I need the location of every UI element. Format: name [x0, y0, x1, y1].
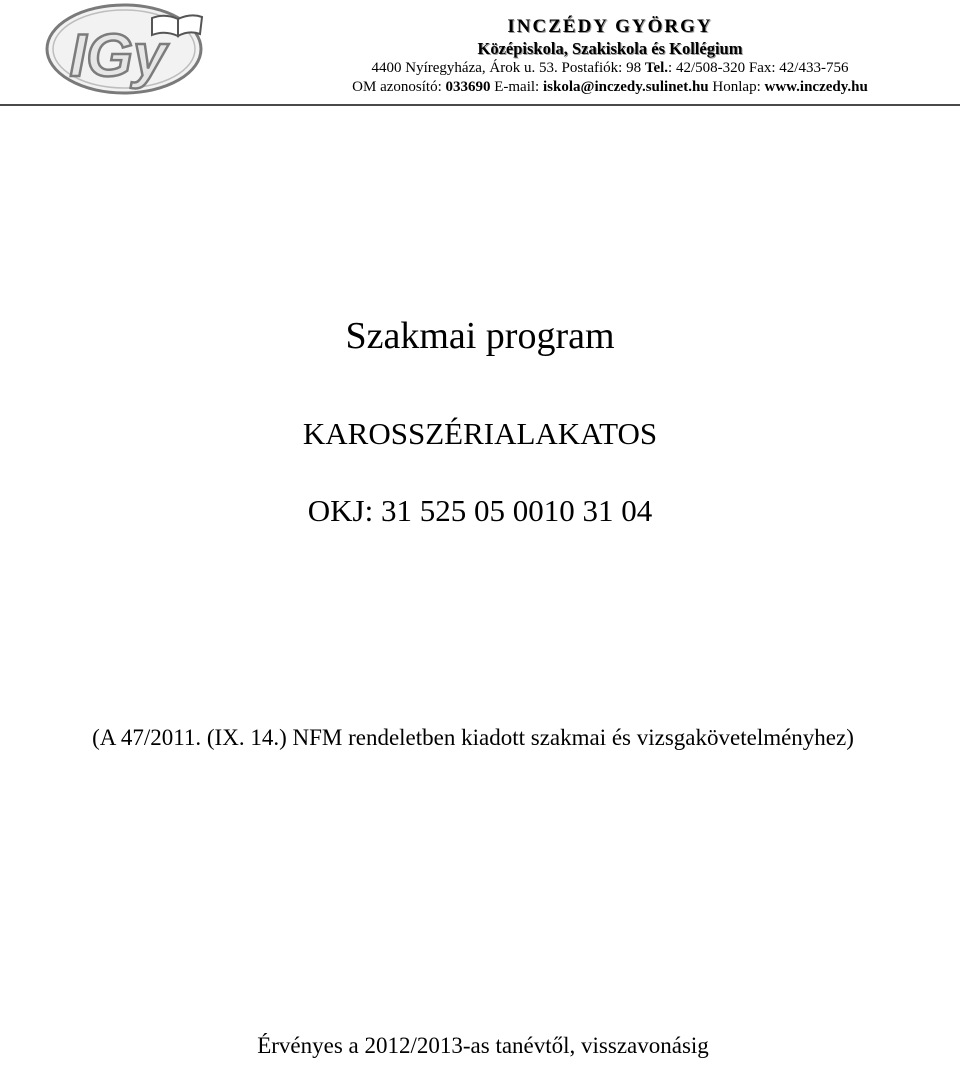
profession-name: KAROSSZÉRIALAKATOS	[302, 416, 658, 451]
address: 4400 Nyíregyháza, Árok u. 53. Postafiók: 98	[371, 60, 642, 76]
school-header	[300, 16, 920, 97]
tel-label: Tel.	[644, 60, 669, 76]
om-value: 033690	[445, 79, 491, 95]
decree-reference: (A 47/2011. (IX. 14.) NFM rendeletben kiadott szakmai és vizsgakövetelményhez)	[92, 725, 854, 750]
school-type: Középiskola, Szakiskola és Kollégium	[477, 39, 743, 58]
validity-note: Érvényes a 2012/2013-as tanévtől, visszavonásig	[257, 1033, 709, 1058]
web-label: Honlap:	[712, 79, 761, 95]
email-link[interactable]: iskola@inczedy.sulinet.hu	[542, 79, 709, 95]
contact-line	[300, 59, 920, 78]
logo-lettering: IGy	[69, 22, 167, 89]
om-label: OM azonosító:	[352, 79, 442, 95]
okj-code: OKJ: 31 525 05 0010 31 04	[307, 493, 653, 528]
website-link[interactable]: www.inczedy.hu	[764, 79, 868, 95]
tel-value: : 42/508-320	[668, 60, 746, 76]
fax: Fax: 42/433-756	[748, 60, 849, 76]
header-divider	[0, 104, 960, 106]
school-logo	[44, 2, 204, 96]
document-title: Szakmai program	[345, 315, 615, 357]
identifier-line	[300, 78, 920, 97]
email-label: E-mail:	[494, 79, 540, 95]
school-name: INCZÉDY GYÖRGY	[507, 16, 713, 37]
